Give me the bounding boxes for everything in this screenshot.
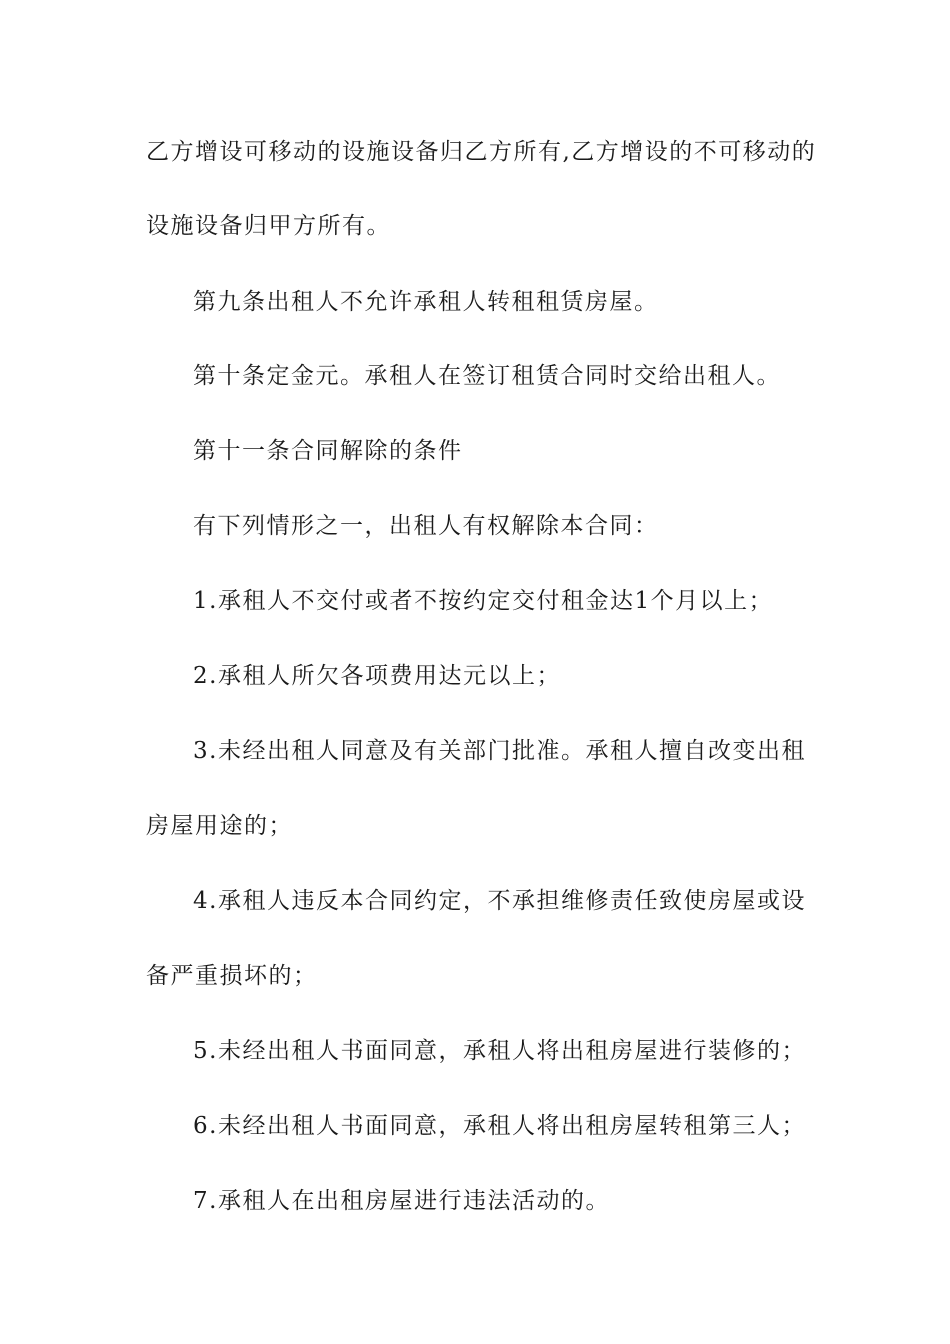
article-11-heading: 第十一条合同解除的条件 — [193, 438, 463, 464]
list-item-3-continued: 房屋用途的； — [146, 813, 293, 839]
paragraph-line: 有下列情形之一，出租人有权解除本合同： — [193, 513, 659, 539]
paragraph-line: 设施设备归甲方所有。 — [146, 213, 391, 239]
paragraph-line: 乙方增设可移动的设施设备归乙方所有,乙方增设的不可移动的 — [146, 139, 817, 165]
list-item-4-continued: 备严重损坏的； — [146, 963, 318, 989]
list-item-6: 6.未经出租人书面同意，承租人将出租房屋转租第三人； — [193, 1113, 806, 1139]
list-item-5: 5.未经出租人书面同意，承租人将出租房屋进行装修的； — [193, 1038, 806, 1064]
list-item-2: 2.承租人所欠各项费用达元以上； — [193, 663, 561, 689]
list-item-7: 7.承租人在出租房屋进行违法活动的。 — [193, 1188, 610, 1214]
article-9: 第九条出租人不允许承租人转租租赁房屋。 — [193, 289, 659, 315]
list-item-3: 3.未经出租人同意及有关部门批准。承租人擅自改变出租 — [193, 738, 806, 764]
article-10: 第十条定金元。承租人在签订租赁合同时交给出租人。 — [193, 363, 781, 389]
list-item-4: 4.承租人违反本合同约定，不承担维修责任致使房屋或设 — [193, 888, 806, 914]
list-item-1: 1.承租人不交付或者不按约定交付租金达1个月以上； — [193, 588, 774, 614]
